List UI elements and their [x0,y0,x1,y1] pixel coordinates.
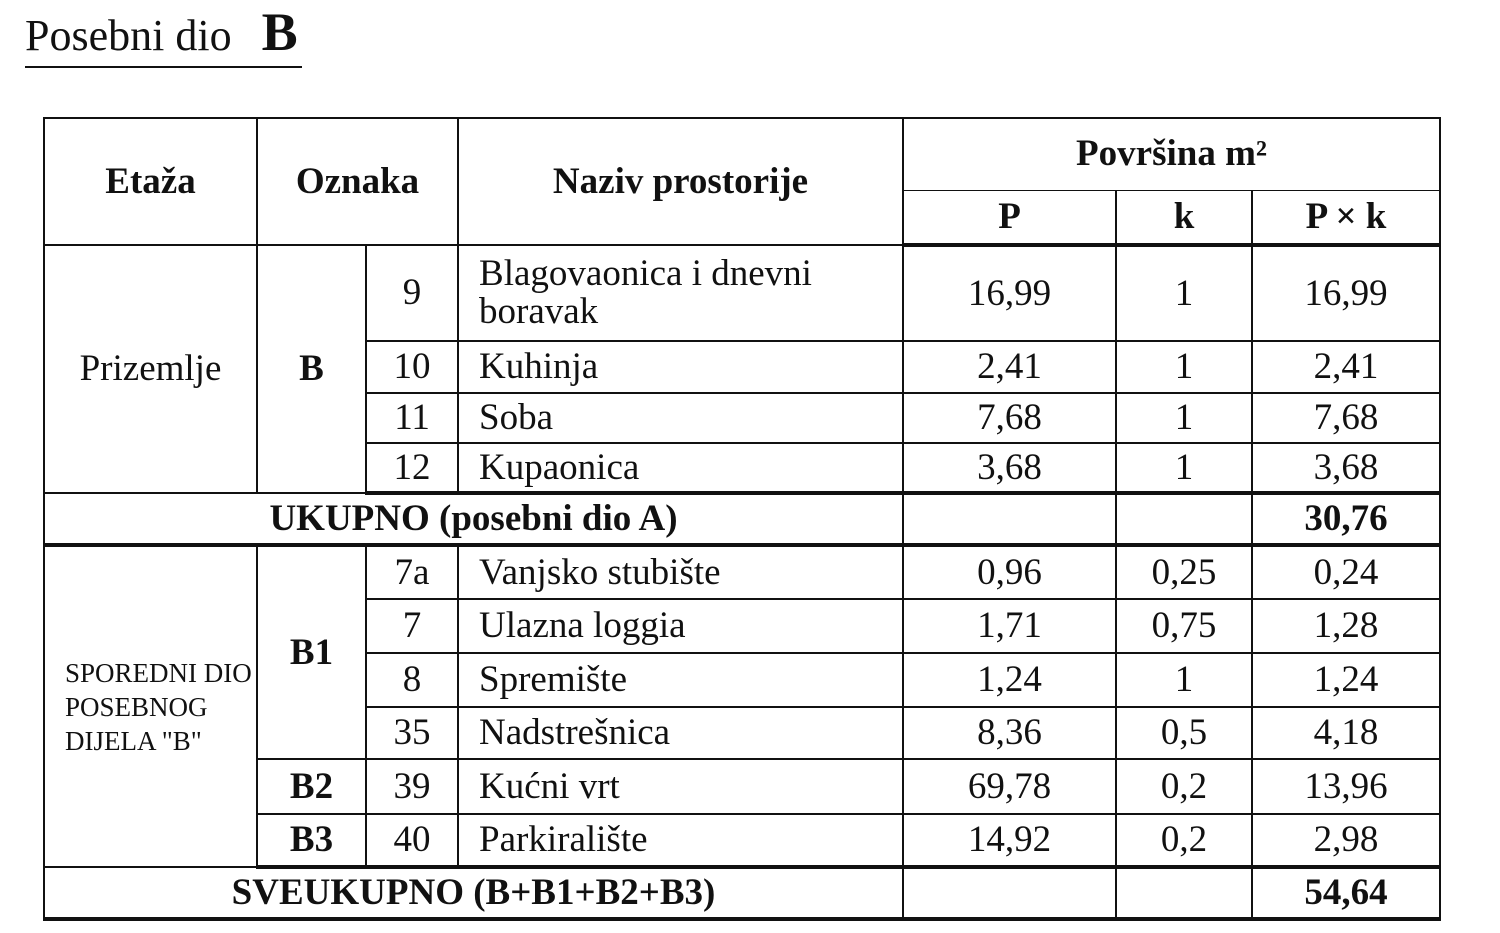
title-prefix: Posebni dio [25,11,232,60]
total-k-empty [1116,493,1252,545]
table-row [44,545,1440,599]
cell-etaza: Prizemlje [44,245,257,493]
cell-pk: 2,98 [1252,814,1440,867]
cell-name: Blagovaonica i dnevni boravak [458,245,903,341]
total-row [44,493,1440,545]
cell-num: 11 [366,393,458,443]
cell-pk: 13,96 [1252,759,1440,814]
cell-p: 16,99 [903,245,1116,341]
header-etaza: Etaža [44,118,257,245]
cell-p: 8,36 [903,707,1116,759]
grand-total-row [44,867,1440,919]
cell-k: 1 [1116,653,1252,707]
cell-name: Kuhinja [458,341,903,393]
cell-k: 0,25 [1116,545,1252,599]
cell-name: Spremište [458,653,903,707]
cell-pk: 7,68 [1252,393,1440,443]
cell-p: 0,96 [903,545,1116,599]
header-p: P [903,190,1116,245]
cell-pk: 0,24 [1252,545,1440,599]
header-k: k [1116,190,1252,245]
page-title [25,2,302,68]
cell-name: Ulazna loggia [458,599,903,653]
cell-name: Parkiralište [458,814,903,867]
cell-name: Soba [458,393,903,443]
cell-p: 69,78 [903,759,1116,814]
cell-k: 0,2 [1116,759,1252,814]
cell-p: 2,41 [903,341,1116,393]
cell-pk: 1,28 [1252,599,1440,653]
cell-oznaka: B2 [257,759,366,814]
cell-p: 1,24 [903,653,1116,707]
cell-name: Kućni vrt [458,759,903,814]
cell-num: 8 [366,653,458,707]
cell-pk: 3,68 [1252,443,1440,493]
cell-name: Kupaonica [458,443,903,493]
cell-pk: 4,18 [1252,707,1440,759]
cell-num: 35 [366,707,458,759]
total-label: UKUPNO (posebni dio A) [44,493,903,545]
header-povrsina: Površina m² [903,118,1440,190]
cell-num: 7 [366,599,458,653]
cell-k: 0,75 [1116,599,1252,653]
cell-p: 1,71 [903,599,1116,653]
total-p-empty [903,493,1116,545]
header-row [44,118,1440,190]
grand-total-k-empty [1116,867,1252,919]
grand-total-label: SVEUKUPNO (B+B1+B2+B3) [44,867,903,919]
cell-pk: 1,24 [1252,653,1440,707]
grand-total-value: 54,64 [1252,867,1440,919]
header-naziv: Naziv prostorije [458,118,903,245]
cell-oznaka: B3 [257,814,366,867]
cell-k: 1 [1116,443,1252,493]
area-table [43,117,1441,921]
cell-p: 7,68 [903,393,1116,443]
title-letter: B [261,2,298,62]
cell-etaza-sporedni: SPOREDNI DIO POSEBNOG DIJELA "B" [44,545,257,867]
cell-num: 9 [366,245,458,341]
cell-oznaka: B [257,245,366,493]
cell-name: Vanjsko stubište [458,545,903,599]
header-oznaka: Oznaka [257,118,458,245]
cell-num: 39 [366,759,458,814]
cell-k: 1 [1116,341,1252,393]
cell-k: 1 [1116,245,1252,341]
cell-pk: 16,99 [1252,245,1440,341]
cell-p: 14,92 [903,814,1116,867]
cell-k: 1 [1116,393,1252,443]
cell-pk: 2,41 [1252,341,1440,393]
cell-num: 7a [366,545,458,599]
cell-num: 40 [366,814,458,867]
cell-p: 3,68 [903,443,1116,493]
cell-k: 0,5 [1116,707,1252,759]
total-value: 30,76 [1252,493,1440,545]
header-pk: P × k [1252,190,1440,245]
table-row [44,245,1440,341]
cell-k: 0,2 [1116,814,1252,867]
cell-num: 12 [366,443,458,493]
cell-name: Nadstrešnica [458,707,903,759]
cell-oznaka: B1 [257,545,366,759]
cell-num: 10 [366,341,458,393]
grand-total-p-empty [903,867,1116,919]
